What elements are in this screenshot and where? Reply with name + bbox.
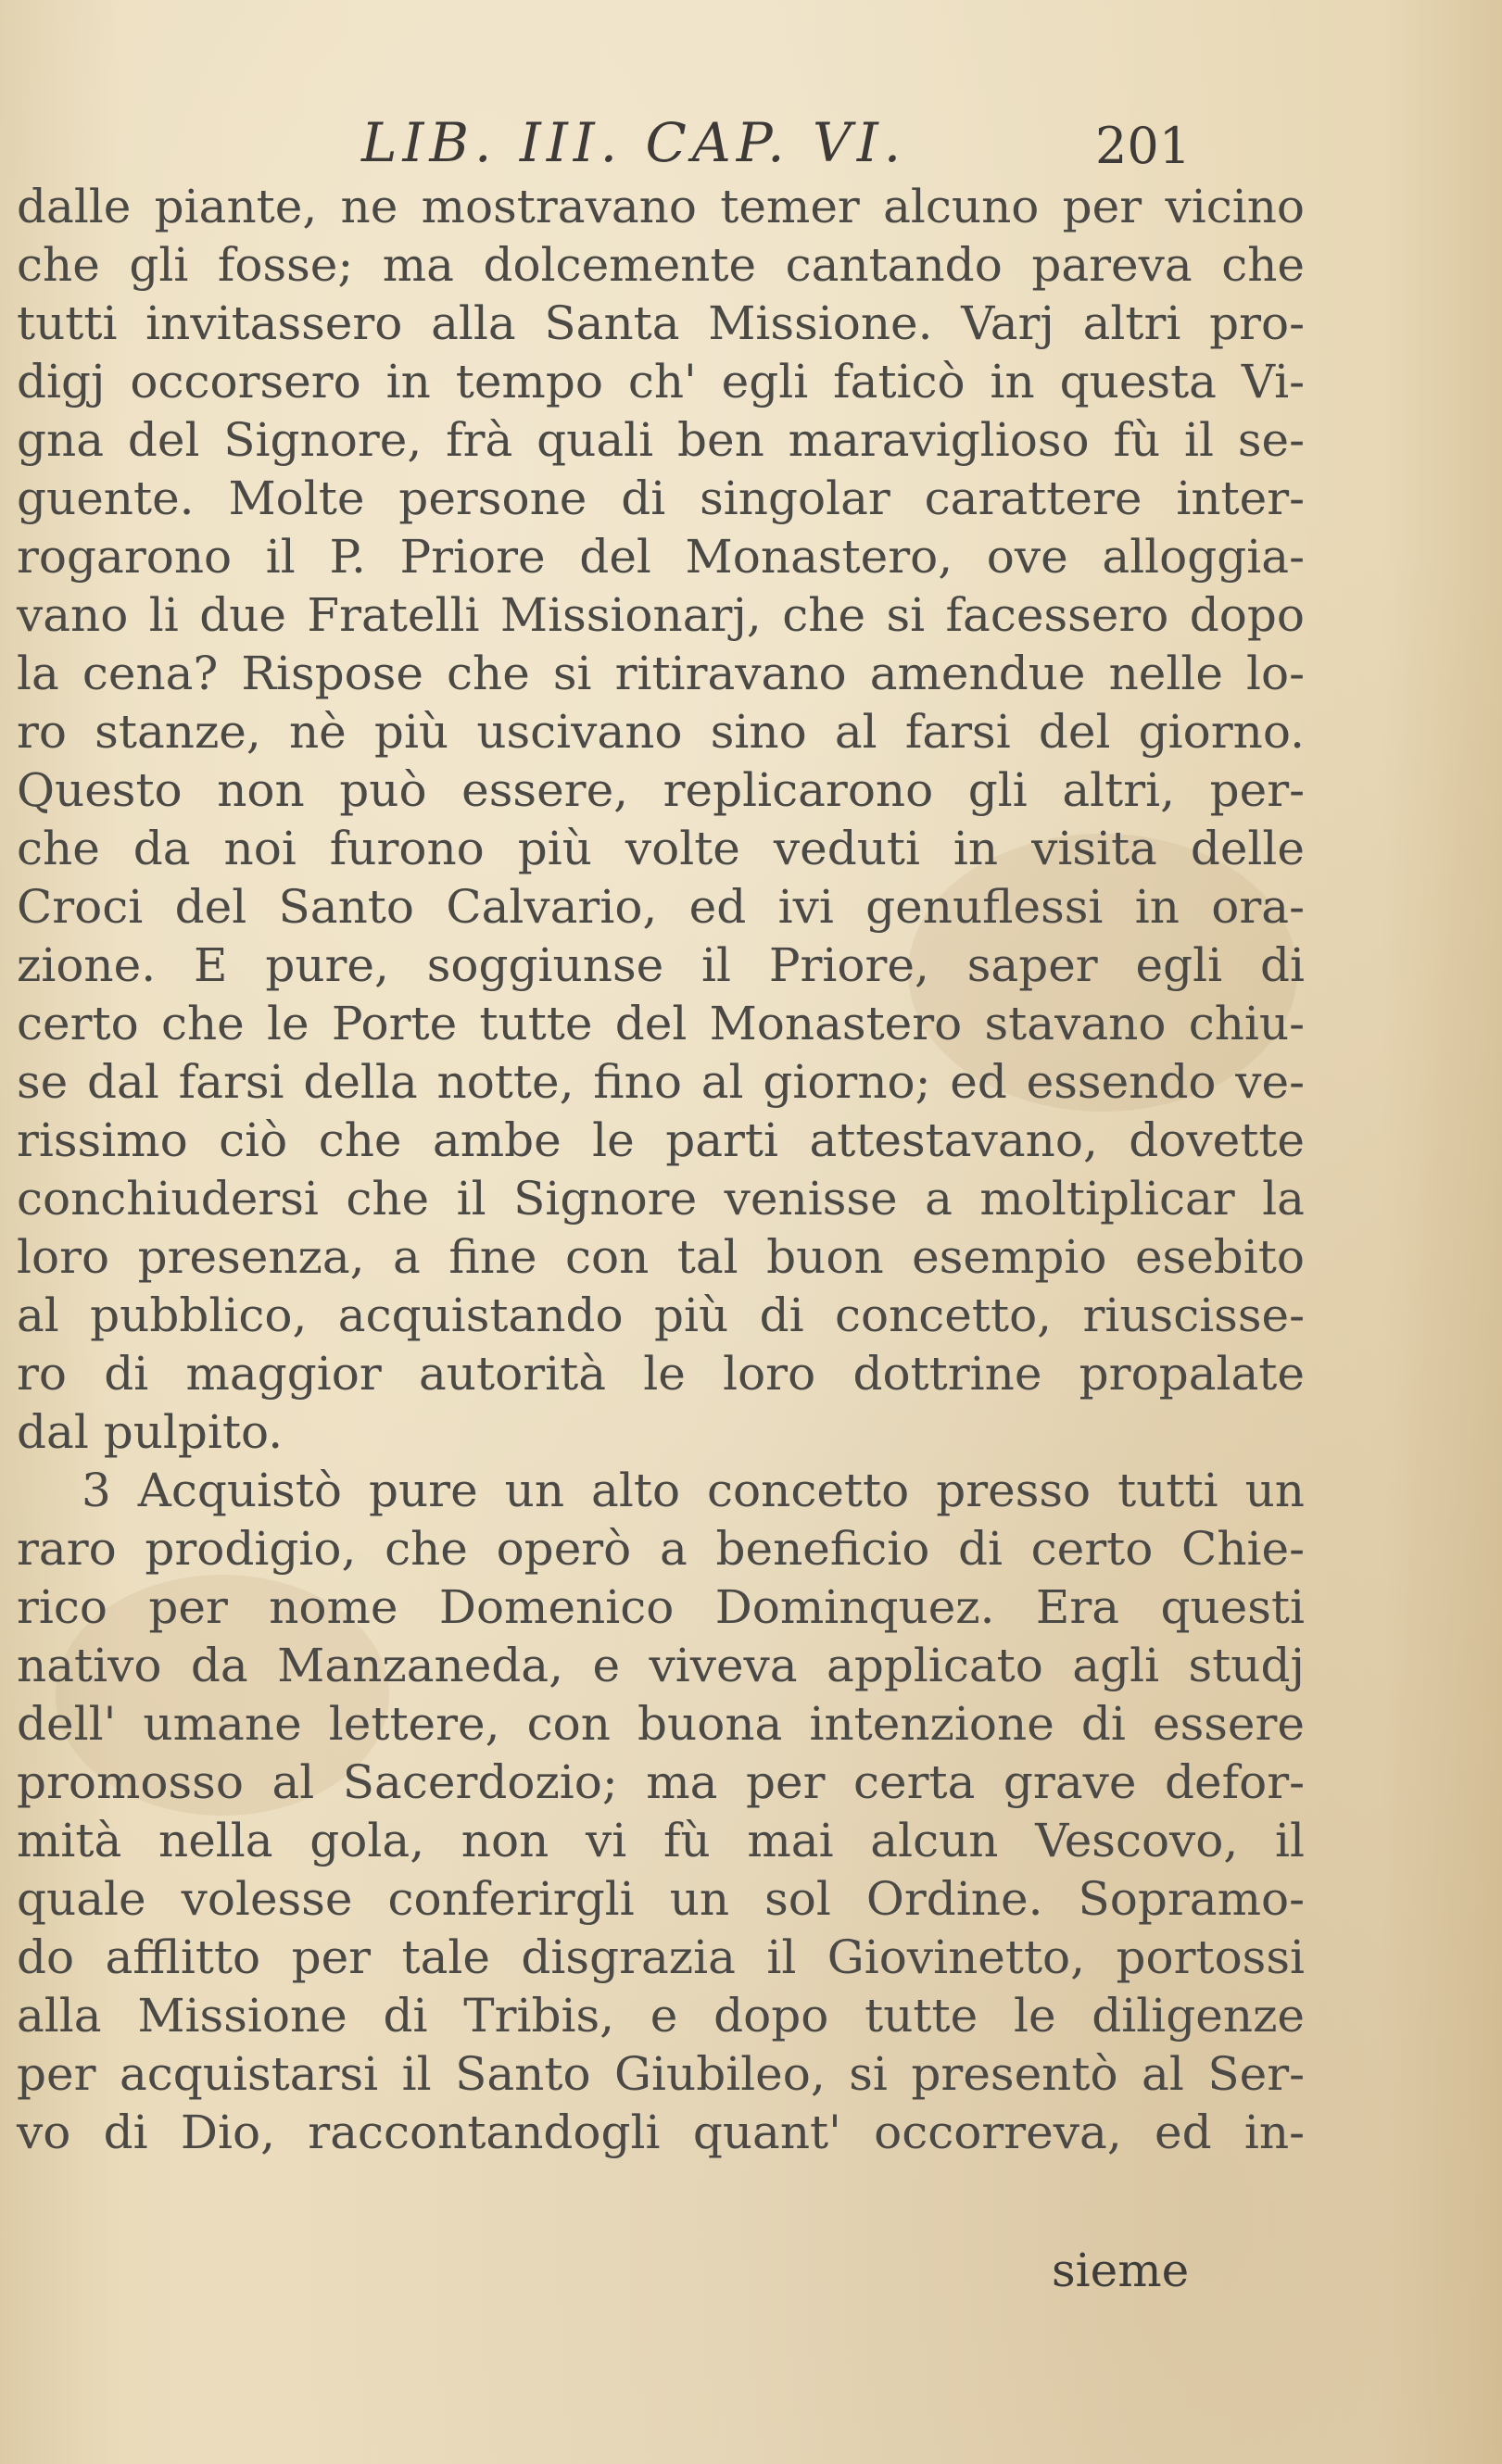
text-line: rissimo ciò che ambe le parti attestavano, dovette — [17, 1113, 1305, 1167]
text-line: certo che le Porte tutte del Monastero stavano chiu- — [17, 997, 1305, 1050]
text-line: nativo da Manzaneda, e viveva applicato agli studj — [17, 1639, 1305, 1692]
text-line: per acquistarsi il Santo Giubileo, si presentò al Ser- — [17, 2047, 1305, 2101]
text-line: dell' umane lettere, con buona intenzione di essere — [17, 1697, 1305, 1751]
text-line: se dal farsi della notte, fino al giorno; ed essendo ve- — [17, 1055, 1305, 1109]
body-text — [17, 178, 1305, 2162]
text-line: guente. Molte persone di singolar carattere inter- — [17, 471, 1305, 525]
text-line: che gli fosse; ma dolcemente cantando pareva che — [17, 238, 1305, 292]
text-line: loro presenza, a fine con tal buon esempio esebito — [17, 1230, 1305, 1284]
text-line: al pubblico, acquistando più di concetto, riuscisse- — [17, 1289, 1305, 1342]
page-number: 201 — [1095, 117, 1192, 175]
text-line: quale volesse conferirgli un sol Ordine. Sopramo- — [17, 1872, 1305, 1926]
text-line: ro stanze, nè più uscivano sino al farsi del giorno. — [17, 705, 1305, 759]
text-line: rogarono il P. Priore del Monastero, ove alloggia- — [17, 530, 1305, 584]
text-line: tutti invitassero alla Santa Missione. Varj altri pro- — [17, 296, 1305, 350]
text-line: dal pulpito. — [17, 1405, 284, 1459]
text-line: vo di Dio, raccontandogli quant' occorreva, ed in- — [17, 2106, 1305, 2159]
text-line: conchiudersi che il Signore venisse a moltiplicar la — [17, 1172, 1305, 1226]
text-line: promosso al Sacerdozio; ma per certa grave defor- — [17, 1755, 1305, 1809]
text-line: la cena? Rispose che si ritiravano amendue nelle lo- — [17, 647, 1305, 700]
text-line: Questo non può essere, replicarono gli altri, per- — [17, 763, 1305, 817]
text-line: Croci del Santo Calvario, ed ivi genuflessi in ora- — [17, 880, 1305, 934]
text-line: alla Missione di Tribis, e dopo tutte le diligenze — [17, 1989, 1305, 2043]
running-head: LIB. III. CAP. VI. — [361, 111, 907, 174]
text-line: zione. E pure, soggiunse il Priore, saper egli di — [17, 938, 1305, 992]
text-line: digj occorsero in tempo ch' egli faticò in questa Vi- — [17, 355, 1305, 409]
text-line: gna del Signore, frà quali ben maraviglioso fù il se- — [17, 413, 1305, 467]
text-line: do afflitto per tale disgrazia il Giovinetto, portossi — [17, 1930, 1305, 1984]
catchword: sieme — [1052, 2244, 1190, 2297]
text-line: che da noi furono più volte veduti in visita delle — [17, 822, 1305, 875]
text-line: rico per nome Domenico Dominquez. Era questi — [17, 1580, 1305, 1634]
paragraph-start-line: 3 Acquistò pure un alto concetto presso tutti un — [82, 1464, 1305, 1517]
text-line: ro di maggior autorità le loro dottrine propalate — [17, 1347, 1305, 1401]
page-header — [0, 111, 1502, 176]
text-line: raro prodigio, che operò a beneficio di certo Chie- — [17, 1522, 1305, 1576]
text-line: mità nella gola, non vi fù mai alcun Vescovo, il — [17, 1814, 1305, 1867]
text-line: vano li due Fratelli Missionarj, che si facessero dopo — [17, 588, 1305, 642]
text-line: dalle piante, ne mostravano temer alcuno per vicino — [17, 180, 1305, 233]
